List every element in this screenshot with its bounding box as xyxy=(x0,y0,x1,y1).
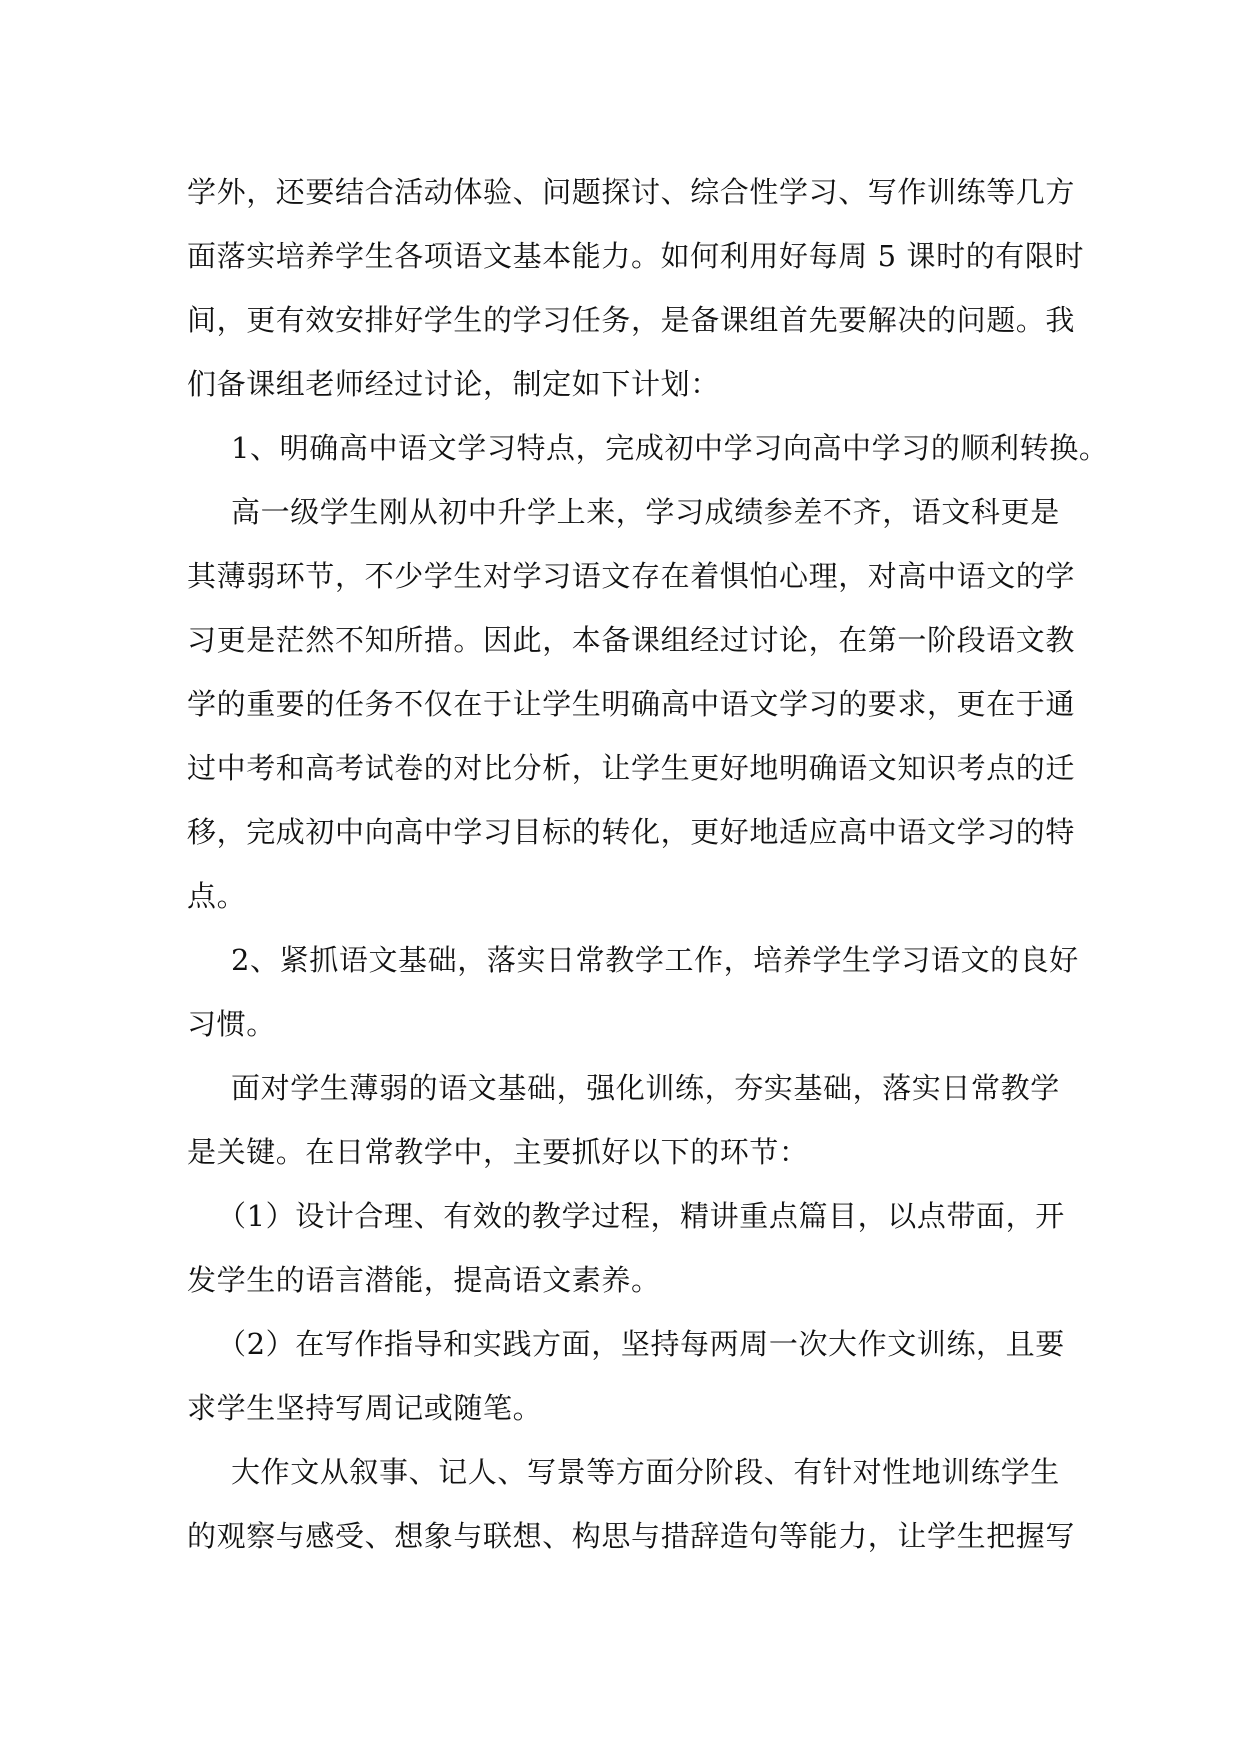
text-line: 学外，还要结合活动体验、问题探讨、综合性学习、写作训练等几方 xyxy=(187,175,1076,209)
paragraph-first-line: 大作文从叙事、记人、写景等方面分阶段、有针对性地训练学生 xyxy=(231,1455,1060,1489)
paragraph-first-line: 面对学生薄弱的语文基础，强化训练，夯实基础，落实日常教学 xyxy=(231,1071,1060,1105)
text-line: 们备课组老师经过讨论，制定如下计划： xyxy=(187,367,720,401)
text-line: 间，更有效安排好学生的学习任务，是备课组首先要解决的问题。我 xyxy=(187,303,1076,337)
paragraph-first-line: 高一级学生刚从初中升学上来，学习成绩参差不齐，语文科更是 xyxy=(231,495,1060,529)
text-line: 发学生的语言潜能，提高语文素养。 xyxy=(187,1263,661,1297)
section-heading-1: 1、明确高中语文学习特点，完成初中学习向高中学习的顺利转换。 xyxy=(231,431,1109,465)
text-line: 习惯。 xyxy=(187,1007,276,1041)
text-line: 其薄弱环节，不少学生对学习语文存在着惧怕心理，对高中语文的学 xyxy=(187,559,1076,593)
text-line: 过中考和高考试卷的对比分析，让学生更好地明确语文知识考点的迁 xyxy=(187,751,1076,785)
section-heading-2: 2、紧抓语文基础，落实日常教学工作，培养学生学习语文的良好 xyxy=(231,943,1079,977)
list-item-1: （1）设计合理、有效的教学过程，精讲重点篇目，以点带面，开 xyxy=(217,1199,1065,1233)
text-line: 移，完成初中向高中学习目标的转化，更好地适应高中语文学习的特 xyxy=(187,815,1076,849)
text-line: 点。 xyxy=(187,879,247,913)
list-item-2: （2）在写作指导和实践方面，坚持每两周一次大作文训练，且要 xyxy=(217,1327,1065,1361)
text-line: 学的重要的任务不仅在于让学生明确高中语文学习的要求，更在于通 xyxy=(187,687,1076,721)
document-body xyxy=(187,160,1109,1568)
text-line: 求学生坚持写周记或随笔。 xyxy=(187,1391,543,1425)
text-line: 习更是茫然不知所措。因此，本备课组经过讨论，在第一阶段语文教 xyxy=(187,623,1076,657)
text-line: 是关键。在日常教学中，主要抓好以下的环节： xyxy=(187,1135,809,1169)
text-line: 面落实培养学生各项语文基本能力。如何利用好每周 5 课时的有限时 xyxy=(187,239,1085,273)
text-line: 的观察与感受、想象与联想、构思与措辞造句等能力，让学生把握写 xyxy=(187,1519,1076,1553)
